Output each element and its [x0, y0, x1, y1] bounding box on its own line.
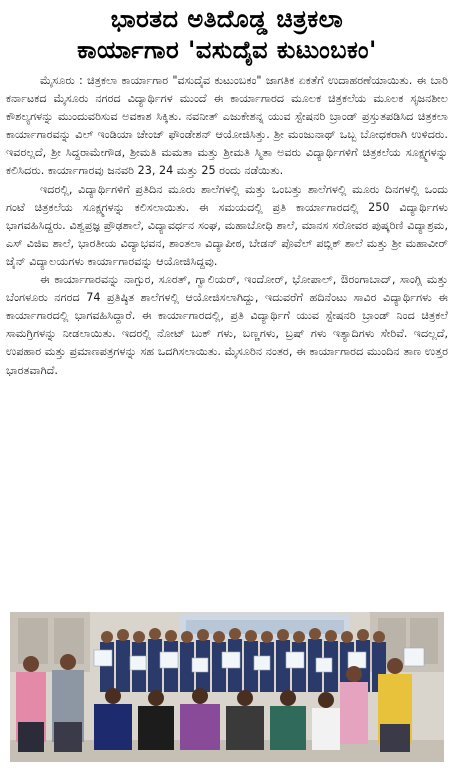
article-paragraph-3: ಈ ಕಾರ್ಯಾಗಾರವನ್ನು ನಾಗ್ಪುರ, ಸೂರತ್, ಗ್ವಾಲಿಯರ್, ಇಂದೋರ್, ಭೋಪಾಲ್, ಔರಂಗಾಬಾದ್, ಸಾಂಗ್ಲಿ ಮತ್ತು ಬೆಂಗಳೂರು ನಗರದ 74 ಪ್ರತಿಷ್ಠಿತ ಶಾಲೆಗಳಲ್ಲಿ ಆಯೋಜಿಸಲಾಗಿದ್ದು, ಇದುವರೆಗೆ ಹದಿನೆಂಟು ಸಾವಿರ ವಿದ್ಯಾರ್ಥಿಗಳು ಈ ಕಾರ್ಯಾಗಾರದಲ್ಲಿ ಭಾಗವಹಿಸಿದ್ದಾರೆ. ಈ ಕಾರ್ಯಾಗಾರದಲ್ಲಿ, ಪ್ರತಿ ವಿದ್ಯಾರ್ಥಿಗೆ ಯುವ ಸ್ಟೇಷನರಿ ಬ್ರಾಂಡ್ ನಿಂದ ಚಿತ್ರಕಲೆ ಸಾಮಗ್ರಿಗಳನ್ನು ನೀಡಲಾಯಿತು. ಇದರಲ್ಲಿ ನೋಟ್ ಬುಕ್ ಗಳು, ಬಣ್ಣಗಳು, ಬ್ರಷ್ ಗಳು ಇತ್ಯಾದಿಗಳು ಸೇರಿವೆ. ಇದಲ್ಲದೆ, ಉಪಹಾರ ಮತ್ತು ಪ್ರಮಾಣಪತ್ರಗಳನ್ನು ಸಹ ಒದಗಿಸಲಾಯಿತು. ಮೈಸೂರಿನ ನಂತರ, ಈ ಕಾರ್ಯಾಗಾರದ ಮುಂದಿನ ತಾಣ ಉತ್ತರ ಭಾರತವಾಗಿದೆ.: [6, 273, 448, 377]
headline-line-1: ಭಾರತದ ಅತಿದೊಡ್ಡ ಚಿತ್ರಕಲಾ: [110, 5, 344, 33]
group-photo: [10, 612, 444, 762]
article-body: [6, 72, 448, 380]
group-photo-icon: [10, 612, 444, 762]
article-paragraph-2: ಇದರಲ್ಲಿ, ವಿದ್ಯಾರ್ಥಿಗಳಿಗೆ ಪ್ರತಿದಿನ ಮೂರು ಶಾಲೆಗಳಲ್ಲಿ ಮತ್ತು ಒಂಬತ್ತು ಶಾಲೆಗಳಲ್ಲಿ ಮೂರು ದಿನಗಳಲ್ಲಿ ಒಂದು ಗಂಟೆ ಚಿತ್ರಕಲೆಯ ಸೂಕ್ಷ್ಮಗಳನ್ನು ಕಲಿಸಲಾಯಿತು. ಈ ಸಮಯದಲ್ಲಿ ಪ್ರತಿ ಕಾರ್ಯಾಗಾರದಲ್ಲಿ 250 ವಿದ್ಯಾರ್ಥಿಗಳು ಭಾಗವಹಿಸಿದ್ದರು. ವಿಶ್ವಪ್ರಜ್ಞ ಪ್ರೌಢಶಾಲೆ, ವಿದ್ಯಾವರ್ಧನ ಸಂಘ, ಮಹಾಬೋಧಿ ಶಾಲೆ, ಮಾನಸ ಸರೋವರ ಪುಷ್ಕರಿಣಿ ವಿದ್ಯಾಶ್ರಮ, ಎಸ್ ವಿಜಿಐ ಶಾಲೆ, ಭಾರತೀಯ ವಿದ್ಯಾಭವನ, ಶಾಂತಲಾ ವಿದ್ಯಾಪೀಠ, ಬೇಡನ್ ಪೊವೆಲ್ ಪಬ್ಲಿಕ್ ಶಾಲೆ ಮತ್ತು ಶ್ರೀ ಮಹಾವೀರ್ ಜೈನ್ ವಿದ್ಯಾಲಯಗಳು ಕಾರ್ಯಾಗಾರವನ್ನು ಆಯೋಜಿಸಿದ್ದವು.: [6, 182, 448, 268]
article-paragraph-1: ಮೈಸೂರು : ಚಿತ್ರಕಲಾ ಕಾರ್ಯಾಗಾರ "ವಸುದೈವ ಕುಟುಂಬಕಂ" ಜಾಗತಿಕ ಏಕತೆಗೆ ಉದಾಹರಣೆಯಾಯಿತು. ಈ ಬಾರಿ ಕರ್ನಾಟಕದ ಮೈಸೂರು ನಗರದ ವಿದ್ಯಾರ್ಥಿಗಳ ಮುಂದೆ ಈ ಕಾರ್ಯಾಗಾರದ ಮೂಲಕ ಚಿತ್ರಕಲೆಯ ಮೂಲಕ ಸೃಜನಶೀಲ ಕೌಶಲ್ಯಗಳನ್ನು ಮುಂದುವರಿಸುವ ಅವಕಾಶ ಸಿಕ್ಕಿತು. ನವನೀತ್ ಎಜುಕೇಶನ್ನ ಯುವ ಸ್ಟೇಷನರಿ ಬ್ರಾಂಡ್ ಪ್ರಸ್ತುತಪಡಿಸಿದ ಚಿತ್ರಕಲಾ ಕಾರ್ಯಾಗಾರವನ್ನು ವಿಲ್ ಇಂಡಿಯಾ ಚೇಂಜ್ ಫೌಂಡೇಶನ್ ಆಯೋಜಿಸಿತ್ತು. ಶ್ರೀ ಮಂಜುನಾಥ್ ಒಬ್ಬ ಬೋಧಕರಾಗಿ ಉಳಿದರು. ಇವರಲ್ಲದೆ, ಶ್ರೀ ಸಿದ್ದರಾಮೇಗೌಡ, ಶ್ರೀಮತಿ ಮಮತಾ ಮತ್ತು ಶ್ರೀಮತಿ ಸ್ಮಿತಾ ಅವರು ವಿದ್ಯಾರ್ಥಿಗಳಿಗೆ ಚಿತ್ರಕಲೆಯ ಸೂಕ್ಷ್ಮಗಳನ್ನು ಕಲಿಸಿದರು. ಕಾರ್ಯಾಗಾರವು ಜನವರಿ 23, 24 ಮತ್ತು 25 ರಂದು ನಡೆಯಿತು.: [6, 74, 448, 178]
headline-line-2: ಕಾರ್ಯಾಗಾರ 'ವಸುದೈವ ಕುಟುಂಬಕಂ': [77, 36, 377, 64]
article-headline: [6, 4, 448, 66]
